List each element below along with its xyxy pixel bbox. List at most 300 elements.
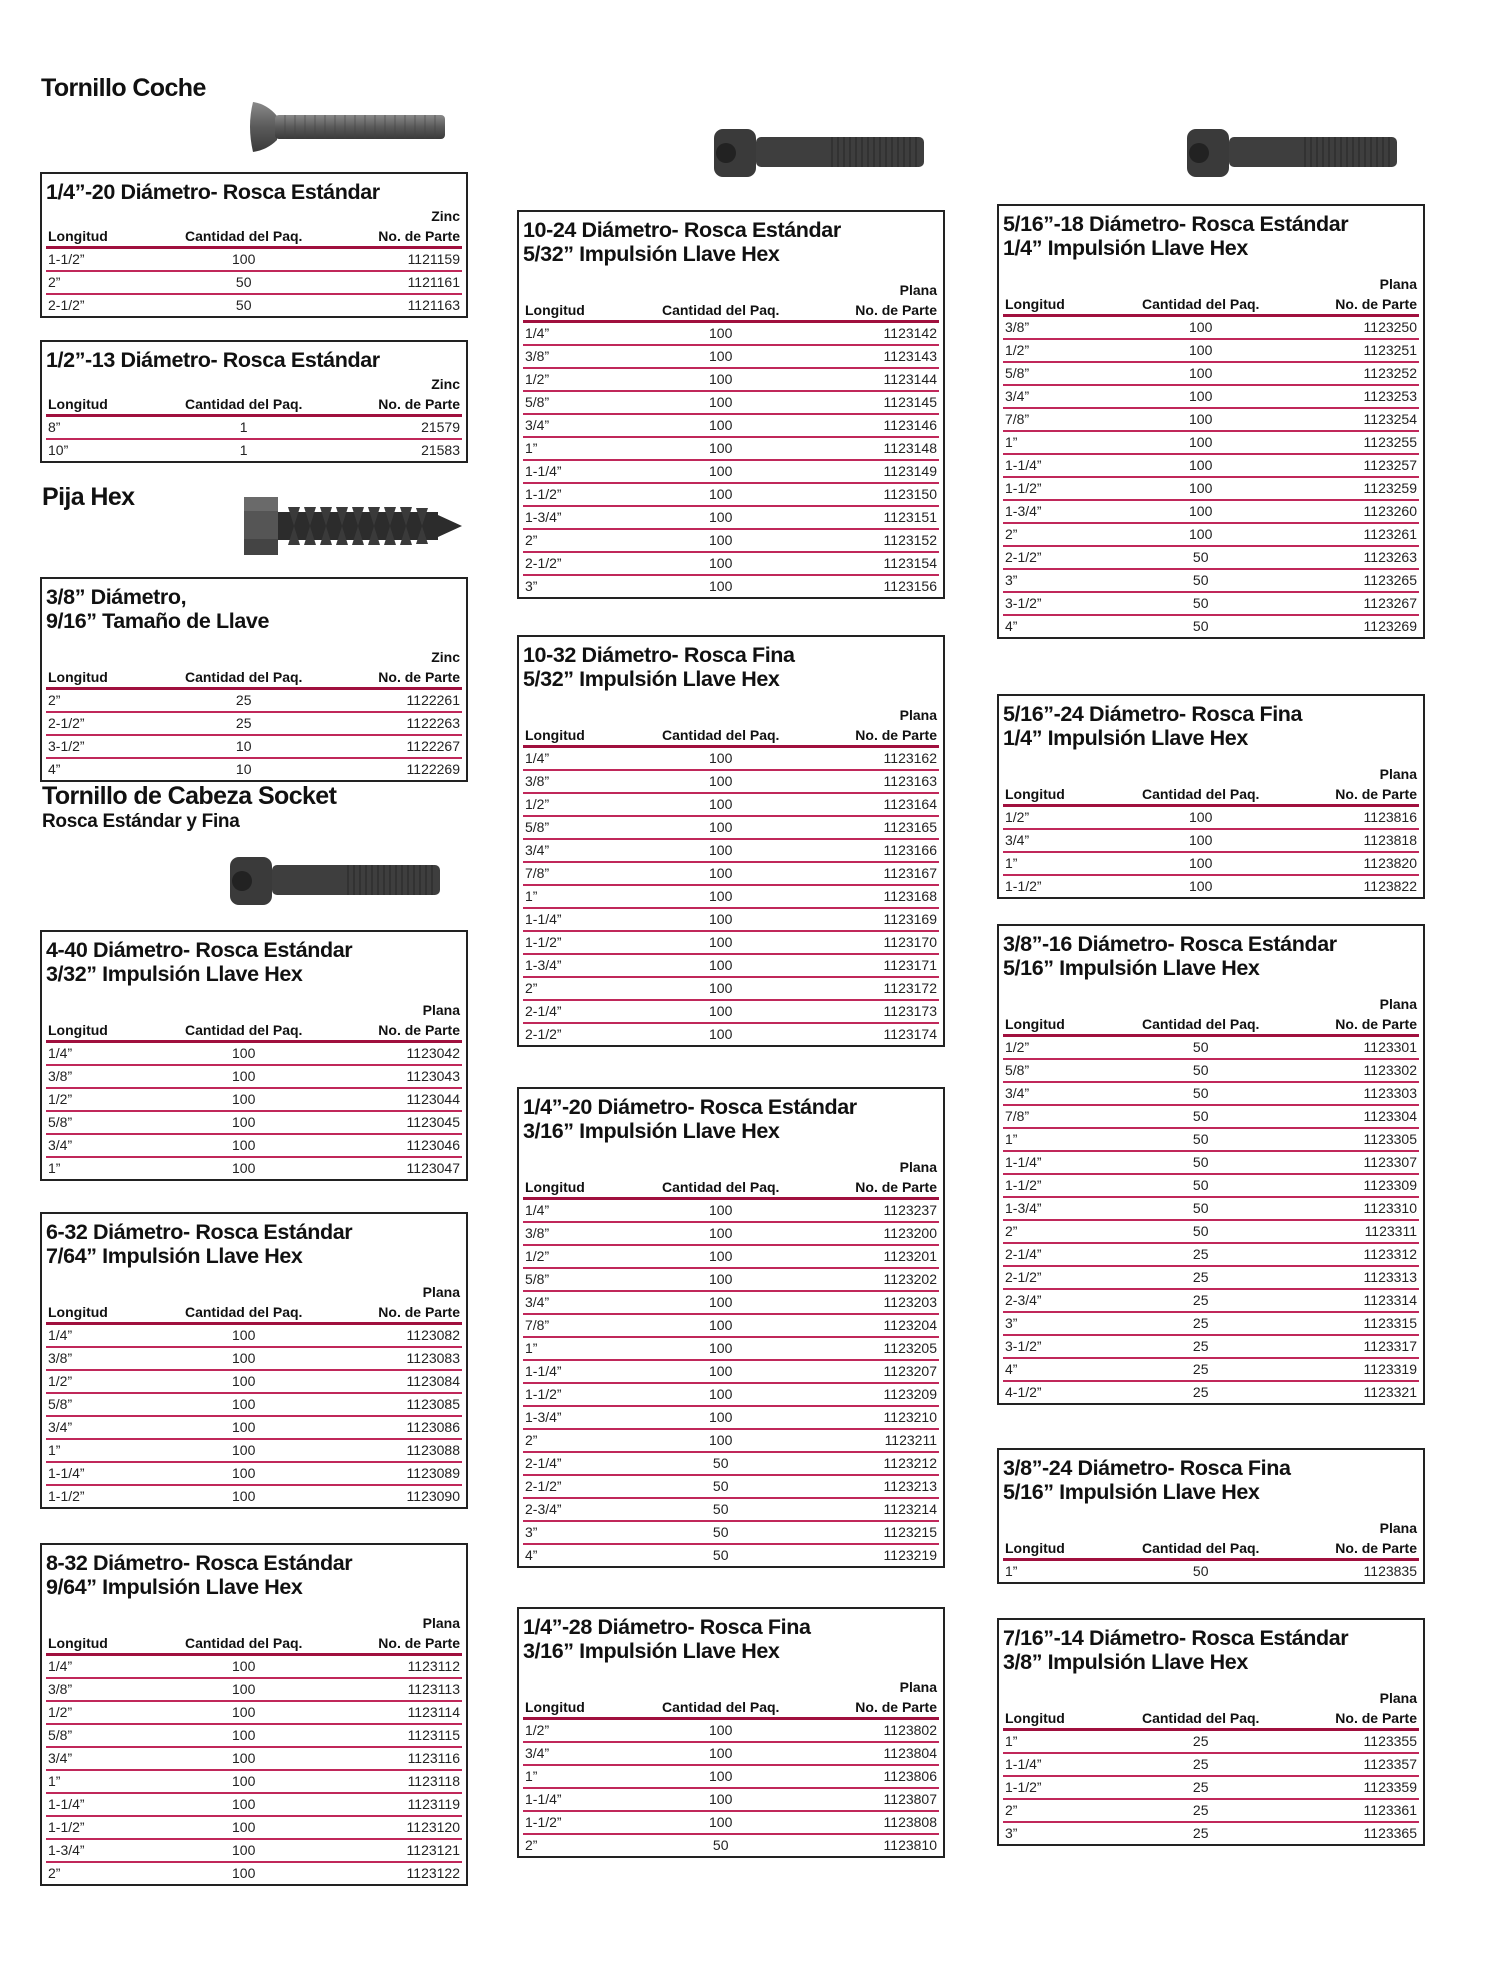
cell-part-number: 1122267 [406,738,460,754]
table-title [1003,212,1419,260]
cell-length: 1-1/2” [525,934,562,950]
cell-length: 1/2” [525,1722,550,1738]
cell-qty: 100 [232,1681,256,1697]
table-title [523,1095,939,1143]
cell-part-number: 1123818 [1363,832,1417,848]
table-row [523,369,939,392]
cell-qty: 25 [1192,1384,1209,1400]
cell-part-number: 1123804 [883,1745,937,1761]
cell-part-number: 1123170 [883,934,937,950]
cell-length: 1-1/2” [1005,480,1042,496]
cell-part-number: 1123252 [1363,365,1417,381]
table-header [46,1020,462,1043]
cell-part-number: 1123151 [883,509,937,525]
table-title [523,218,939,266]
cell-part-number: 1123260 [1363,503,1417,519]
cell-length: 4” [525,1547,538,1563]
cell-part-number: 1123209 [883,1386,937,1402]
cell-qty: 100 [232,1350,256,1366]
table-row [46,1463,462,1486]
table-title-line-2: 1/4” Impulsión Llave Hex [1003,236,1248,260]
cell-length: 2-1/2” [525,555,562,571]
table-row [1003,455,1419,478]
cell-part-number: 1123355 [1363,1733,1417,1749]
cell-length: 4” [1005,1361,1018,1377]
cell-length: 1/2” [525,796,550,812]
table-row [523,1720,939,1743]
table-row [1003,386,1419,409]
cell-part-number: 1123146 [883,417,937,433]
cell-part-number: 1123267 [1363,595,1417,611]
table-row [46,1417,462,1440]
table-row [523,1545,939,1566]
table-row [46,1840,462,1863]
table-title-line-1: 3/8” Diámetro, [46,585,187,609]
cell-qty: 10 [235,738,252,754]
cell-length: 1/4” [48,1658,73,1674]
table-row [523,794,939,817]
table-row [523,1361,939,1384]
header-qty: Cantidad del Paq. [184,669,303,685]
table-row [46,1158,462,1179]
cell-length: 3/8” [48,1681,73,1697]
cell-part-number: 1123119 [407,1796,460,1812]
table-row [523,1315,939,1338]
cell-length: 3-1/2” [1005,595,1042,611]
cell-part-number: 1123309 [1363,1177,1417,1193]
cell-length: 2-1/2” [48,715,85,731]
table-row [523,415,939,438]
cell-length: 1” [525,440,538,456]
header-part: No. de Parte [855,727,937,743]
table-body [523,1200,939,1566]
cell-length: 1-1/4” [1005,457,1042,473]
cell-qty: 50 [1192,1062,1209,1078]
cell-part-number: 1123172 [883,980,937,996]
cell-part-number: 1123116 [407,1750,460,1766]
table-row [523,553,939,576]
table-body [523,323,939,597]
header-part: No. de Parte [378,1022,460,1038]
cell-qty: 100 [232,1750,256,1766]
table-header [1003,1708,1419,1731]
header-length: Longitud [1005,786,1065,802]
cell-length: 2” [1005,1223,1018,1239]
cell-qty: 100 [232,1373,256,1389]
table-row [46,1440,462,1463]
table-row [46,1863,462,1884]
cell-part-number: 1123202 [883,1271,937,1287]
table-row [523,484,939,507]
cell-part-number: 1123112 [407,1658,460,1674]
cell-part-number: 1123163 [883,773,937,789]
finish-label: Plana [422,1615,460,1631]
cell-qty: 50 [1192,572,1209,588]
finish-label: Zinc [431,208,460,224]
cell-qty: 100 [232,1137,256,1153]
table-row [523,507,939,530]
cell-qty: 100 [709,842,733,858]
cell-qty: 10 [235,761,252,777]
spec-table-socket-6-32 [40,1212,468,1509]
cell-length: 2” [48,1865,61,1881]
header-qty: Cantidad del Paq. [661,1179,780,1195]
table-row [523,1499,939,1522]
table-row [523,1001,939,1024]
cell-part-number: 1123219 [883,1547,937,1563]
cell-qty: 100 [1189,809,1213,825]
table-row [523,840,939,863]
cell-length: 2” [48,274,61,290]
cell-qty: 100 [709,555,733,571]
cell-part-number: 1123169 [883,911,937,927]
cell-qty: 100 [709,394,733,410]
cell-part-number: 1123317 [1363,1338,1417,1354]
cell-part-number: 1123047 [406,1160,460,1176]
finish-label: Plana [899,707,937,723]
header-length: Longitud [1005,1016,1065,1032]
cell-qty: 50 [712,1547,729,1563]
cell-qty: 50 [712,1478,729,1494]
table-header [1003,294,1419,317]
table-body [523,1720,939,1856]
table-title-line-2: 1/4” Impulsión Llave Hex [1003,726,1248,750]
cell-length: 3/4” [48,1750,73,1766]
cell-part-number: 1123237 [883,1202,937,1218]
table-row [523,748,939,771]
socket-cap-screw-image-2 [712,127,927,179]
header-part: No. de Parte [1335,296,1417,312]
table-body [1003,317,1419,637]
cell-part-number: 1123257 [1363,457,1417,473]
cell-qty: 25 [1192,1825,1209,1841]
table-title-line-1: 10-32 Diámetro- Rosca Fina [523,643,795,667]
finish-label: Zinc [431,376,460,392]
cell-part-number: 1123148 [883,440,937,456]
cell-qty: 25 [1192,1338,1209,1354]
cell-qty: 25 [1192,1246,1209,1262]
cell-qty: 100 [232,1865,256,1881]
table-row [523,438,939,461]
cell-length: 1-1/4” [525,911,562,927]
table-row [523,1430,939,1453]
header-part: No. de Parte [378,396,460,412]
cell-part-number: 1123115 [407,1727,460,1743]
cell-part-number: 1123162 [883,750,937,766]
cell-qty: 50 [1192,1039,1209,1055]
cell-qty: 100 [232,1396,256,1412]
cell-length: 1” [1005,434,1018,450]
header-part: No. de Parte [1335,1016,1417,1032]
cell-part-number: 1121163 [407,297,460,313]
cell-length: 1” [1005,1733,1018,1749]
table-title [46,348,462,372]
cell-length: 3/8” [525,773,550,789]
table-row [523,1766,939,1789]
table-title-line-1: 5/16”-18 Diámetro- Rosca Estándar [1003,212,1349,236]
cell-length: 3/8” [48,1350,73,1366]
table-row [46,1679,462,1702]
table-title [46,585,462,633]
header-length: Longitud [525,1699,585,1715]
cell-part-number: 1123084 [406,1373,460,1389]
table-row [523,886,939,909]
cell-length: 1/2” [48,1704,73,1720]
header-part: No. de Parte [1335,786,1417,802]
cell-length: 1/4” [525,1202,550,1218]
cell-qty: 50 [235,297,252,313]
cell-length: 1/2” [525,1248,550,1264]
table-row [523,1812,939,1835]
table-row [523,817,939,840]
cell-length: 2-1/2” [48,297,85,313]
cell-qty: 100 [709,819,733,835]
table-row [523,863,939,886]
cell-qty: 100 [709,1363,733,1379]
table-title-line-1: 1/2”-13 Diámetro- Rosca Estándar [46,348,380,372]
table-row [1003,1800,1419,1823]
cell-part-number: 1123359 [1363,1779,1417,1795]
table-row [46,1325,462,1348]
cell-qty: 100 [709,1271,733,1287]
cell-length: 2-3/4” [1005,1292,1042,1308]
cell-length: 3/4” [525,417,550,433]
table-row [1003,1198,1419,1221]
table-header [1003,784,1419,807]
table-row [46,1089,462,1112]
cell-qty: 100 [709,486,733,502]
cell-length: 2” [1005,1802,1018,1818]
cell-qty: 100 [709,865,733,881]
header-qty: Cantidad del Paq. [1141,1710,1260,1726]
cell-length: 3-1/2” [1005,1338,1042,1354]
cell-qty: 100 [232,1419,256,1435]
table-row [1003,409,1419,432]
table-header [523,1177,939,1200]
cell-qty: 100 [1189,388,1213,404]
cell-part-number: 1123313 [1363,1269,1417,1285]
cell-part-number: 1123315 [1363,1315,1417,1331]
cell-qty: 100 [709,1814,733,1830]
table-row [523,1269,939,1292]
cell-part-number: 21579 [421,419,460,435]
cell-part-number: 1123357 [1363,1756,1417,1772]
cell-part-number: 1123213 [883,1478,937,1494]
cell-length: 1” [1005,1131,1018,1147]
cell-part-number: 1123822 [1363,878,1417,894]
table-row [1003,478,1419,501]
header-length: Longitud [48,1304,108,1320]
table-header [46,394,462,417]
finish-label: Zinc [431,649,460,665]
cell-part-number: 1123156 [883,578,937,594]
table-row [523,576,939,597]
cell-qty: 100 [1189,434,1213,450]
table-row [46,1043,462,1066]
cell-length: 3/4” [1005,388,1030,404]
cell-length: 2-1/4” [525,1455,562,1471]
cell-qty: 100 [709,1294,733,1310]
table-row [1003,853,1419,876]
cell-length: 1-1/4” [525,1363,562,1379]
cell-length: 8” [48,419,61,435]
cell-length: 1” [48,1160,61,1176]
cell-qty: 100 [1189,855,1213,871]
cell-part-number: 1123302 [1363,1062,1417,1078]
cell-part-number: 1123207 [883,1363,937,1379]
cell-part-number: 1123167 [883,865,937,881]
cell-part-number: 1123808 [883,1814,937,1830]
cell-part-number: 1123089 [406,1465,460,1481]
cell-qty: 100 [1189,365,1213,381]
cell-part-number: 1123120 [406,1819,460,1835]
cell-length: 1/2” [48,1091,73,1107]
cell-qty: 100 [709,509,733,525]
table-title-line-1: 3/8”-24 Diámetro- Rosca Fina [1003,1456,1291,1480]
cell-qty: 25 [1192,1779,1209,1795]
cell-length: 1/2” [1005,809,1030,825]
cell-part-number: 1123122 [406,1865,460,1881]
header-part: No. de Parte [855,302,937,318]
header-qty: Cantidad del Paq. [184,228,303,244]
cell-part-number: 1123201 [883,1248,937,1264]
table-title-line-1: 5/16”-24 Diámetro- Rosca Fina [1003,702,1303,726]
table-title-line-2: 5/16” Impulsión Llave Hex [1003,956,1260,980]
cell-part-number: 1123303 [1363,1085,1417,1101]
cell-part-number: 1123365 [1363,1825,1417,1841]
cell-length: 7/8” [525,1317,550,1333]
cell-length: 3/8” [525,348,550,364]
finish-label: Plana [1379,276,1417,292]
table-row [46,1135,462,1158]
section-title-carriage-bolt: Tornillo Coche [41,74,206,102]
table-title-line-2: 3/16” Impulsión Llave Hex [523,1639,780,1663]
cell-qty: 100 [232,1842,256,1858]
cell-length: 2” [48,692,61,708]
table-row [523,1789,939,1812]
finish-label: Plana [899,282,937,298]
cell-part-number: 1123806 [883,1768,937,1784]
table-row [1003,1037,1419,1060]
table-row [46,1771,462,1794]
table-title [46,1551,462,1599]
cell-qty: 100 [709,796,733,812]
table-row [1003,570,1419,593]
cell-length: 2-1/2” [1005,1269,1042,1285]
table-row [1003,363,1419,386]
table-title-line-2: 3/8” Impulsión Llave Hex [1003,1650,1248,1674]
cell-part-number: 1123090 [406,1488,460,1504]
cell-length: 4” [1005,618,1018,634]
cell-part-number: 1123083 [406,1350,460,1366]
cell-length: 5/8” [48,1114,73,1130]
header-length: Longitud [48,396,108,412]
table-row [523,955,939,978]
header-qty: Cantidad del Paq. [1141,1016,1260,1032]
table-row [1003,340,1419,363]
table-row [1003,1267,1419,1290]
cell-part-number: 1123173 [883,1003,937,1019]
cell-qty: 100 [232,1327,256,1343]
cell-length: 4-1/2” [1005,1384,1042,1400]
table-row [523,1024,939,1045]
finish-label: Plana [899,1679,937,1695]
cell-length: 1” [48,1442,61,1458]
table-row [523,1835,939,1856]
hex-lag-screw-image [242,495,464,557]
cell-qty: 100 [232,251,256,267]
table-title-line-2: 7/64” Impulsión Llave Hex [46,1244,303,1268]
cell-length: 1” [525,888,538,904]
cell-length: 1/2” [1005,1039,1030,1055]
cell-qty: 100 [232,1488,256,1504]
cell-length: 1-1/4” [525,1791,562,1807]
cell-qty: 100 [709,1722,733,1738]
cell-length: 1-3/4” [525,957,562,973]
cell-part-number: 1123200 [883,1225,937,1241]
table-row [523,346,939,369]
spec-table-socket-10-24 [517,210,945,599]
cell-length: 3/4” [525,1294,550,1310]
cell-qty: 100 [232,1045,256,1061]
cell-qty: 100 [709,1340,733,1356]
table-body [46,690,462,780]
table-header [523,725,939,748]
header-part: No. de Parte [378,1635,460,1651]
cell-qty: 25 [235,692,252,708]
table-title [1003,932,1419,980]
table-row [46,759,462,780]
table-header [46,1633,462,1656]
table-row [46,1725,462,1748]
cell-part-number: 1123211 [884,1432,937,1448]
cell-qty: 100 [709,1248,733,1264]
cell-qty: 100 [1189,342,1213,358]
cell-length: 2” [1005,526,1018,542]
cell-length: 3/4” [525,1745,550,1761]
cell-part-number: 1123263 [1363,549,1417,565]
cell-qty: 100 [232,1091,256,1107]
table-header [523,300,939,323]
header-length: Longitud [525,1179,585,1195]
table-row [46,1702,462,1725]
table-row [1003,1244,1419,1267]
cell-part-number: 1123265 [1363,572,1417,588]
cell-length: 1/2” [525,371,550,387]
cell-part-number: 1123164 [883,796,937,812]
cell-length: 1-1/4” [1005,1154,1042,1170]
cell-part-number: 1123259 [1363,480,1417,496]
header-qty: Cantidad del Paq. [184,1304,303,1320]
cell-part-number: 1123044 [406,1091,460,1107]
socket-cap-screw-image-3 [1185,127,1400,179]
cell-length: 2-1/2” [525,1478,562,1494]
table-row [1003,1060,1419,1083]
cell-length: 2-1/2” [1005,549,1042,565]
table-row [1003,317,1419,340]
cell-part-number: 1123166 [883,842,937,858]
cell-length: 1/4” [48,1327,73,1343]
cell-part-number: 1123042 [406,1045,460,1061]
table-row [46,1066,462,1089]
cell-part-number: 1123154 [883,555,937,571]
spec-table-socket-10-32 [517,635,945,1047]
cell-length: 2” [525,532,538,548]
cell-length: 1-1/2” [48,1819,85,1835]
cell-length: 1/2” [1005,342,1030,358]
table-row [46,1656,462,1679]
table-title-line-1: 4-40 Diámetro- Rosca Estándar [46,938,353,962]
